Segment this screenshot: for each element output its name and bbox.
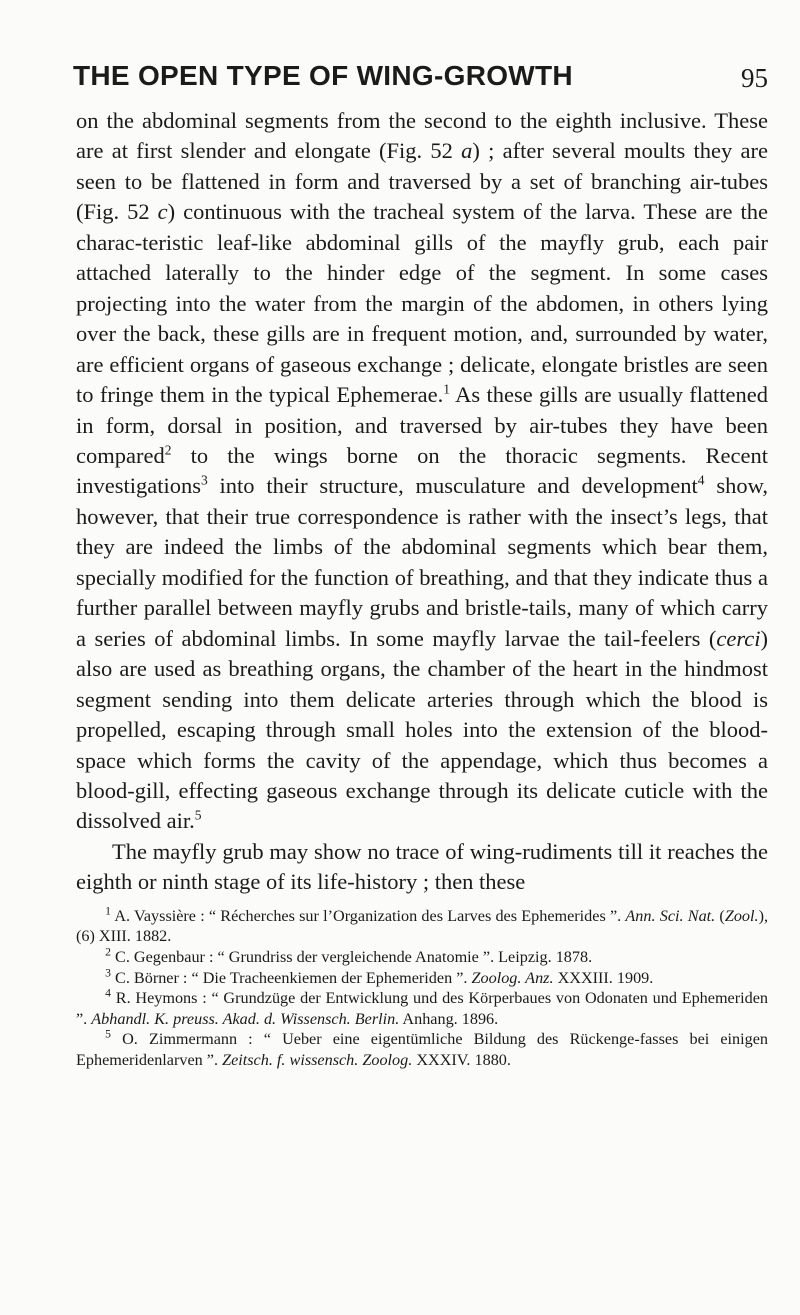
footnote-number: 3	[105, 966, 111, 980]
footnote-ref-4: 4	[697, 472, 705, 488]
book-page	[73, 60, 769, 1071]
footnote-text: XXXIV. 1880.	[412, 1050, 511, 1069]
footnote-journal: Zeitsch. f. wissensch. Zoolog.	[222, 1050, 413, 1069]
footnotes	[76, 906, 768, 1071]
figure-ref-a: a	[461, 138, 473, 164]
paragraph-1-segment: show, however, that their true correspondence is rather with the insect’s legs, that they are indeed the limbs of the abdominal segments which bear them, specially modified for the function of breathing, and that they indicate thus a further parallel between mayfly grubs and bristle-tails, many of which carry a series of abdominal limbs. In some mayfly larvae the tail-feelers (	[76, 473, 768, 651]
running-title: THE OPEN TYPE OF WING-GROWTH	[73, 60, 573, 91]
footnote-ref-5: 5	[194, 807, 202, 823]
footnote-text: R. Heymons : “ Grundzüge der Entwicklung und des Körperbaues von Odonaten und Ephemeriden ”.	[76, 989, 768, 1028]
paragraph-1-segment: As these gills are usually flattened in form, dorsal in position, and traversed by air-tubes they have been compared	[76, 382, 768, 468]
footnote-number: 1	[105, 904, 111, 918]
paragraph-1	[76, 106, 768, 837]
footnote-3	[76, 968, 768, 989]
footnote-ref-3: 3	[201, 472, 208, 488]
footnote-journal: Zoolog. Anz.	[471, 968, 554, 987]
footnote-text: C. Börner : “ Die Tracheenkiemen der Ephemeriden ”.	[115, 968, 472, 987]
paragraph-1-segment: to the wings borne on the thoracic segments. Recent investigations	[76, 442, 768, 499]
body-text	[76, 106, 768, 898]
footnote-journal: Abhandl. K. preuss. Akad. d. Wissensch. Berlin.	[91, 1009, 400, 1028]
paragraph-1-segment: on the abdominal segments from the second to the eighth inclusive. These are at first slender and elongate (Fig. 52	[76, 108, 768, 164]
footnote-number: 5	[105, 1027, 111, 1041]
paragraph-1-segment: ) continuous with the tracheal system of the larva. These are the charac-teristic leaf-like abdominal gills of the mayfly grub, each pair attached laterally to the hinder edge of the segment. In some cases projecting into the water from the margin of the abdomen, in others lying over the back, these gills are in frequent motion, and, surrounded by water, are efficient organs of gaseous exchange ; delicate, elongate bristles are seen to fringe them in the typical Ephemerae.	[76, 199, 768, 408]
footnote-2	[76, 947, 768, 968]
paragraph-1-segment: ) ; after several moults they are seen to be flattened in form and traversed by a set of branching air-tubes (Fig. 52	[76, 138, 768, 225]
footnote-4	[76, 988, 768, 1029]
paragraph-1-segment: into their structure, musculature and development	[207, 473, 698, 499]
footnote-text: (	[715, 906, 725, 925]
footnote-1	[76, 906, 768, 947]
footnote-text: XXXIII. 1909.	[553, 968, 654, 987]
footnote-number: 4	[105, 986, 111, 1000]
footnote-text: A. Vayssière : “ Récherches sur l’Organization des Larves des Ephemerides ”.	[114, 906, 626, 925]
footnote-text: ), (6) XIII. 1882.	[76, 906, 769, 946]
footnote-ref-2: 2	[164, 442, 172, 458]
footnote-journal: Zool.	[724, 906, 759, 925]
footnote-5	[76, 1029, 768, 1070]
italic-term-cerci: cerci	[716, 625, 761, 651]
footnote-text: O. Zimmermann : “ Ueber eine eigentümliche Bildung des Rückenge-fasses bei einigen Ephemeridenlarven ”.	[76, 1030, 769, 1069]
footnote-ref-1: 1	[443, 381, 451, 397]
figure-ref-c: c	[157, 199, 168, 225]
paragraph-2: The mayfly grub may show no trace of wing-rudiments till it reaches the eighth or ninth stage of its life-history ; then these	[76, 838, 768, 895]
footnote-journal: Ann. Sci. Nat.	[625, 906, 716, 925]
paragraph-1-segment: ) also are used as breathing organs, the chamber of the heart in the hindmost segment sending into them delicate arteries through which the blood is propelled, escaping through small holes into the extension of the blood-space which forms the cavity of the appendage, which thus becomes a blood-gill, effecting gaseous exchange through its delicate cuticle with the dissolved air.	[76, 625, 768, 834]
footnote-text: C. Gegenbaur : “ Grundriss der vergleichende Anatomie ”. Leipzig. 1878.	[115, 947, 593, 966]
page-header	[73, 60, 768, 100]
page-number: 95	[741, 63, 768, 93]
footnote-number: 2	[105, 945, 111, 959]
footnote-text: Anhang. 1896.	[399, 1009, 499, 1028]
